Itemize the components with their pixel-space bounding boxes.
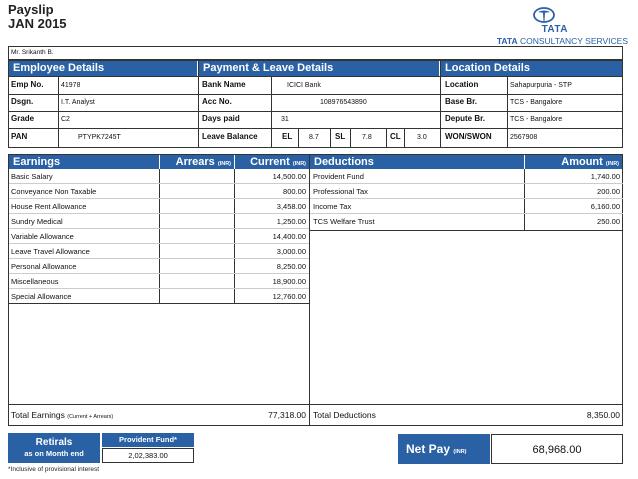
earning-current: 800.00 <box>283 187 306 196</box>
sl-label: SL <box>335 132 346 141</box>
deduction-name: Income Tax <box>313 202 352 211</box>
base-branch-label: Base Br. <box>445 97 478 106</box>
location-label: Location <box>445 80 479 89</box>
bank-name-label: Bank Name <box>202 80 246 89</box>
base-branch-value: TCS - Bangalore <box>510 99 563 106</box>
earning-name: Variable Allowance <box>11 232 74 241</box>
tata-logo-icon <box>533 7 555 23</box>
emp-no-value: 41978 <box>61 82 81 89</box>
sl-value: 7.8 <box>362 134 372 141</box>
earning-name: House Rent Allowance <box>11 202 87 211</box>
logo-wordmark: TATA <box>541 24 568 35</box>
acc-no-value: 108976543890 <box>320 99 367 106</box>
total-earnings <box>11 408 113 424</box>
won-value: 2567908 <box>510 134 538 141</box>
arrears-header: Arrears (INR) <box>160 155 234 169</box>
provident-fund-box <box>102 448 194 463</box>
deduction-name: Provident Fund <box>313 172 364 181</box>
cl-value: 3.0 <box>417 134 427 141</box>
el-value: 8.7 <box>309 134 319 141</box>
logo-subtitle: TATA CONSULTANCY SERVICES <box>496 36 628 46</box>
earning-current: 3,000.00 <box>276 247 306 256</box>
leave-balance-label: Leave Balance <box>202 132 258 141</box>
net-pay-label: Net Pay (INR) <box>398 434 490 464</box>
grade-value: C2 <box>61 116 70 123</box>
deduction-amount: 6,160.00 <box>590 202 620 211</box>
earning-current: 1,250.00 <box>276 217 306 226</box>
provident-fund-value: 2,02,383.00 <box>128 451 168 460</box>
earning-current: 14,400.00 <box>272 232 306 241</box>
earning-current: 8,250.00 <box>276 262 306 271</box>
net-pay-box <box>491 434 623 464</box>
retirals-label: Retirals as on Month end <box>8 433 100 463</box>
deduction-amount: 200.00 <box>597 187 620 196</box>
payslip-title <box>8 3 67 31</box>
deductions-header: Deductions <box>310 155 524 169</box>
total-earnings-value: 77,318.00 <box>268 410 306 420</box>
employee-name: Mr. Srikanth B. <box>11 49 54 56</box>
designation-value: I.T. Analyst <box>61 99 95 106</box>
provident-fund-label: Provident Fund* <box>102 433 194 447</box>
acc-no-label: Acc No. <box>202 97 232 106</box>
location-details-header: Location Details <box>441 61 622 76</box>
earning-name: Sundry Medical <box>11 217 63 226</box>
pan-label: PAN <box>11 132 28 141</box>
earning-current: 12,760.00 <box>272 292 306 301</box>
deduction-amount: 1,740.00 <box>590 172 620 181</box>
deduction-amount: 250.00 <box>597 217 620 226</box>
earning-name: Special Allowance <box>11 292 72 301</box>
won-label: WON/SWON <box>445 132 492 141</box>
earnings-header: Earnings <box>9 155 159 169</box>
cl-label: CL <box>390 132 401 141</box>
grade-label: Grade <box>11 114 35 123</box>
emp-no-label: Emp No. <box>11 80 44 89</box>
pan-value: PTYPK7245T <box>78 134 121 141</box>
total-deductions-label: Total Deductions <box>313 410 376 420</box>
employee-name-row <box>8 46 623 60</box>
earning-name: Miscellaneous <box>11 277 59 286</box>
depute-branch-value: TCS - Bangalore <box>510 116 563 123</box>
current-header: Current (INR) <box>235 155 309 169</box>
tcs-logo <box>448 7 628 47</box>
employee-details-header: Employee Details <box>9 61 197 76</box>
title-line-1: Payslip <box>8 2 54 17</box>
total-earnings-label: Total Earnings <box>11 410 65 420</box>
depute-branch-label: Depute Br. <box>445 114 486 123</box>
earning-current: 14,500.00 <box>272 172 306 181</box>
deduction-name: Professional Tax <box>313 187 368 196</box>
bank-name-value: ICICI Bank <box>287 82 321 89</box>
total-earnings-note: (Current + Arrears) <box>67 414 114 420</box>
earning-name: Personal Allowance <box>11 262 77 271</box>
earning-name: Leave Travel Allowance <box>11 247 90 256</box>
deduction-name: TCS Welfare Trust <box>313 217 375 226</box>
days-paid-label: Days paid <box>202 114 240 123</box>
earning-current: 18,900.00 <box>272 277 306 286</box>
days-paid-value: 31 <box>281 116 289 123</box>
total-deductions-value: 8,350.00 <box>586 410 620 420</box>
payment-leave-header: Payment & Leave Details <box>199 61 439 76</box>
title-month: JAN 2015 <box>8 16 67 31</box>
location-value: Sahapurpuria - STP <box>510 82 572 89</box>
el-label: EL <box>282 132 293 141</box>
amount-header: Amount (INR) <box>525 155 622 169</box>
designation-label: Dsgn. <box>11 97 34 106</box>
net-pay-value: 68,968.00 <box>532 444 582 456</box>
provisional-interest-note: *Inclusive of provisional interest <box>8 466 100 473</box>
earning-name: Conveyance Non Taxable <box>11 187 97 196</box>
earning-current: 3,458.00 <box>276 202 306 211</box>
earning-name: Basic Salary <box>11 172 53 181</box>
